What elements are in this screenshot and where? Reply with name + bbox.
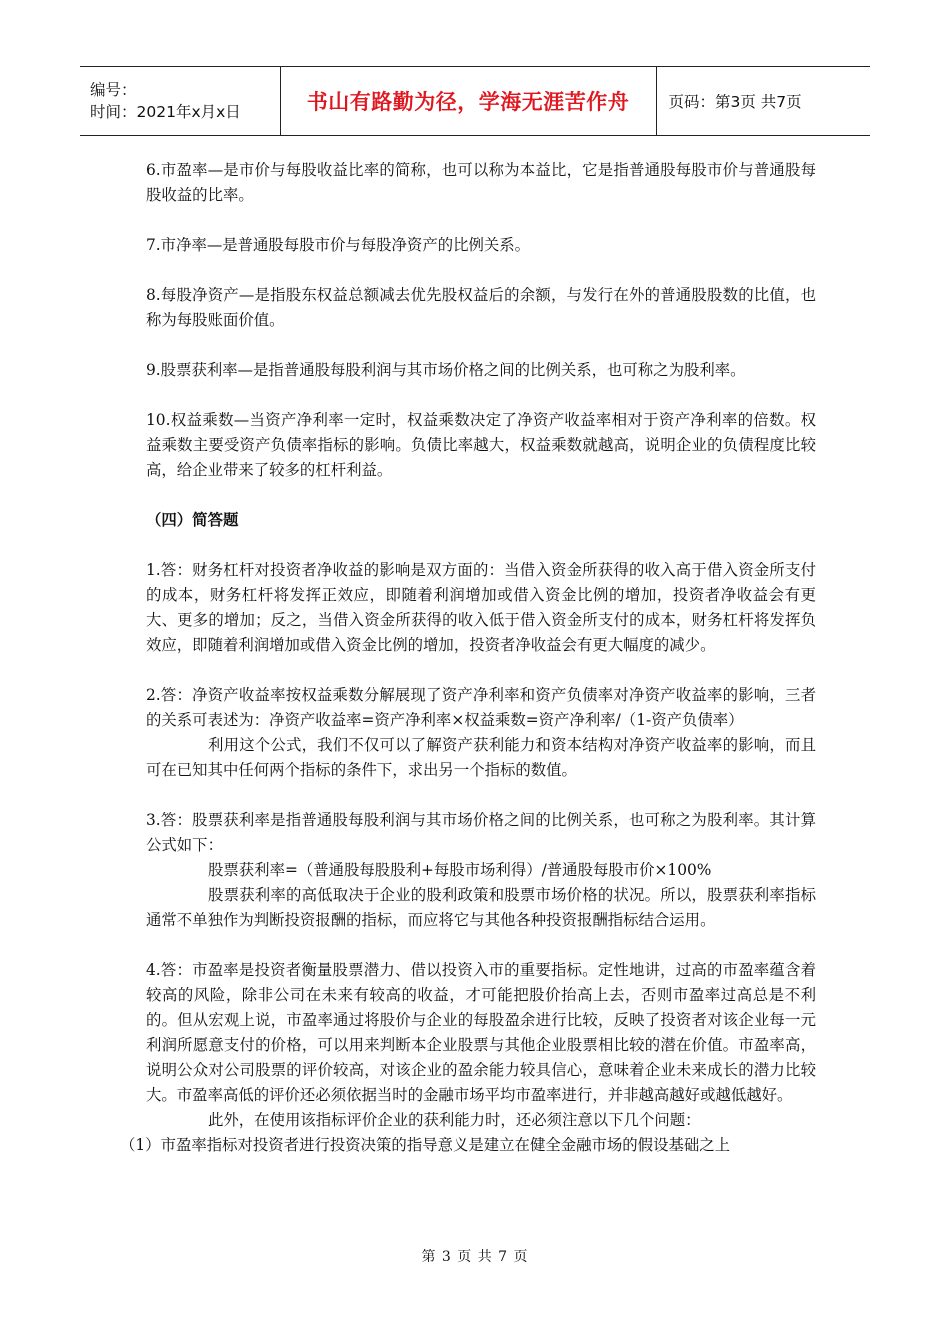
document-body: [120, 158, 816, 1158]
answer-3-formula: 股票获利率=（普通股每股股利+每股市场利得）/普通股每股市价×100%: [208, 861, 712, 879]
page-label: 页码：第3页 共7页: [656, 67, 870, 136]
answer-3-continued: 股票获利率的高低取决于企业的股利政策和股票市场价格的状况。所以，股票获利率指标通常不单独作为判断投资报酬的指标，而应将它与其他各种投资报酬指标结合运用。: [146, 886, 816, 929]
answer-4-continued: 此外，在使用该指标评价企业的获利能力时，还必须注意以下几个问题：: [208, 1111, 701, 1129]
definition-6: 6.市盈率—是市价与每股收益比率的简称，也可以称为本益比，它是指普通股每股市价与普通股每股收益的比率。: [146, 161, 816, 204]
number-label: 编号：: [90, 81, 137, 99]
header-table: [80, 66, 870, 136]
definition-8: 8.每股净资产—是指股东权益总额减去优先股权益后的余额，与发行在外的普通股股数的比值，也称为每股账面价值。: [146, 286, 816, 329]
page-footer: 第 3 页 共 7 页: [421, 1249, 529, 1265]
header-motto: 书山有路勤为径，学海无涯苦作舟: [280, 67, 656, 136]
definition-10: 10.权益乘数—当资产净利率一定时，权益乘数决定了净资产收益率相对于资产净利率的倍数。权益乘数主要受资产负债率指标的影响。负债比率越大，权益乘数就越高，说明企业的负债程度比较高，给企业带来了较多的杠杆利益。: [146, 411, 816, 479]
answer-2: 2.答：净资产收益率按权益乘数分解展现了资产净利率和资产负债率对净资产收益率的影响，三者的关系可表述为：净资产收益率=资产净利率×权益乘数=资产净利率/（1-资产负债率）: [146, 686, 816, 729]
time-label: 时间：2021年x月x日: [90, 103, 241, 121]
section-heading: （四）简答题: [146, 511, 239, 529]
definition-7: 7.市净率—是普通股每股市价与每股净资产的比例关系。: [146, 236, 531, 254]
answer-4: 4.答：市盈率是投资者衡量股票潜力、借以投资入市的重要指标。定性地讲，过高的市盈率蕴含着较高的风险，除非公司在未来有较高的收益，才可能把股价抬高上去，否则市盈率过高总是不利的。但从宏观上说，市盈率通过将股价与企业的每股盈余进行比较，反映了投资者对该企业每一元利润所愿意支付的价格，可以用来判断本企业股票与其他企业股票相比较的潜在价值。市盈率高，说明公众对公司股票的评价较高，对该企业的盈余能力较具信心，意味着企业未来成长的潜力比较大。市盈率高低的评价还必须依据当时的金融市场平均市盈率进行，并非越高越好或越低越好。: [146, 961, 816, 1104]
answer-1: 1.答：财务杠杆对投资者净收益的影响是双方面的：当借入资金所获得的收入高于借入资金所支付的成本，财务杠杆将发挥正效应，即随着利润增加或借入资金比例的增加，投资者净收益会有更大、更多的增加；反之，当借入资金所获得的收入低于借入资金所支付的成本，财务杠杆将发挥负效应，即随着利润增加或借入资金比例的增加，投资者净收益会有更大幅度的减少。: [146, 561, 816, 654]
answer-3: 3.答：股票获利率是指普通股每股利润与其市场价格之间的比例关系，也可称之为股利率。其计算公式如下：: [146, 811, 816, 854]
answer-4-item-1: （1）市盈率指标对投资者进行投资决策的指导意义是建立在健全金融市场的假设基础之上: [120, 1136, 731, 1154]
definition-9: 9.股票获利率—是指普通股每股利润与其市场价格之间的比例关系，也可称之为股利率。: [146, 361, 746, 379]
header-meta: [80, 67, 280, 136]
answer-2-continued: 利用这个公式，我们不仅可以了解资产获利能力和资本结构对净资产收益率的影响，而且可在已知其中任何两个指标的条件下，求出另一个指标的数值。: [146, 736, 816, 779]
